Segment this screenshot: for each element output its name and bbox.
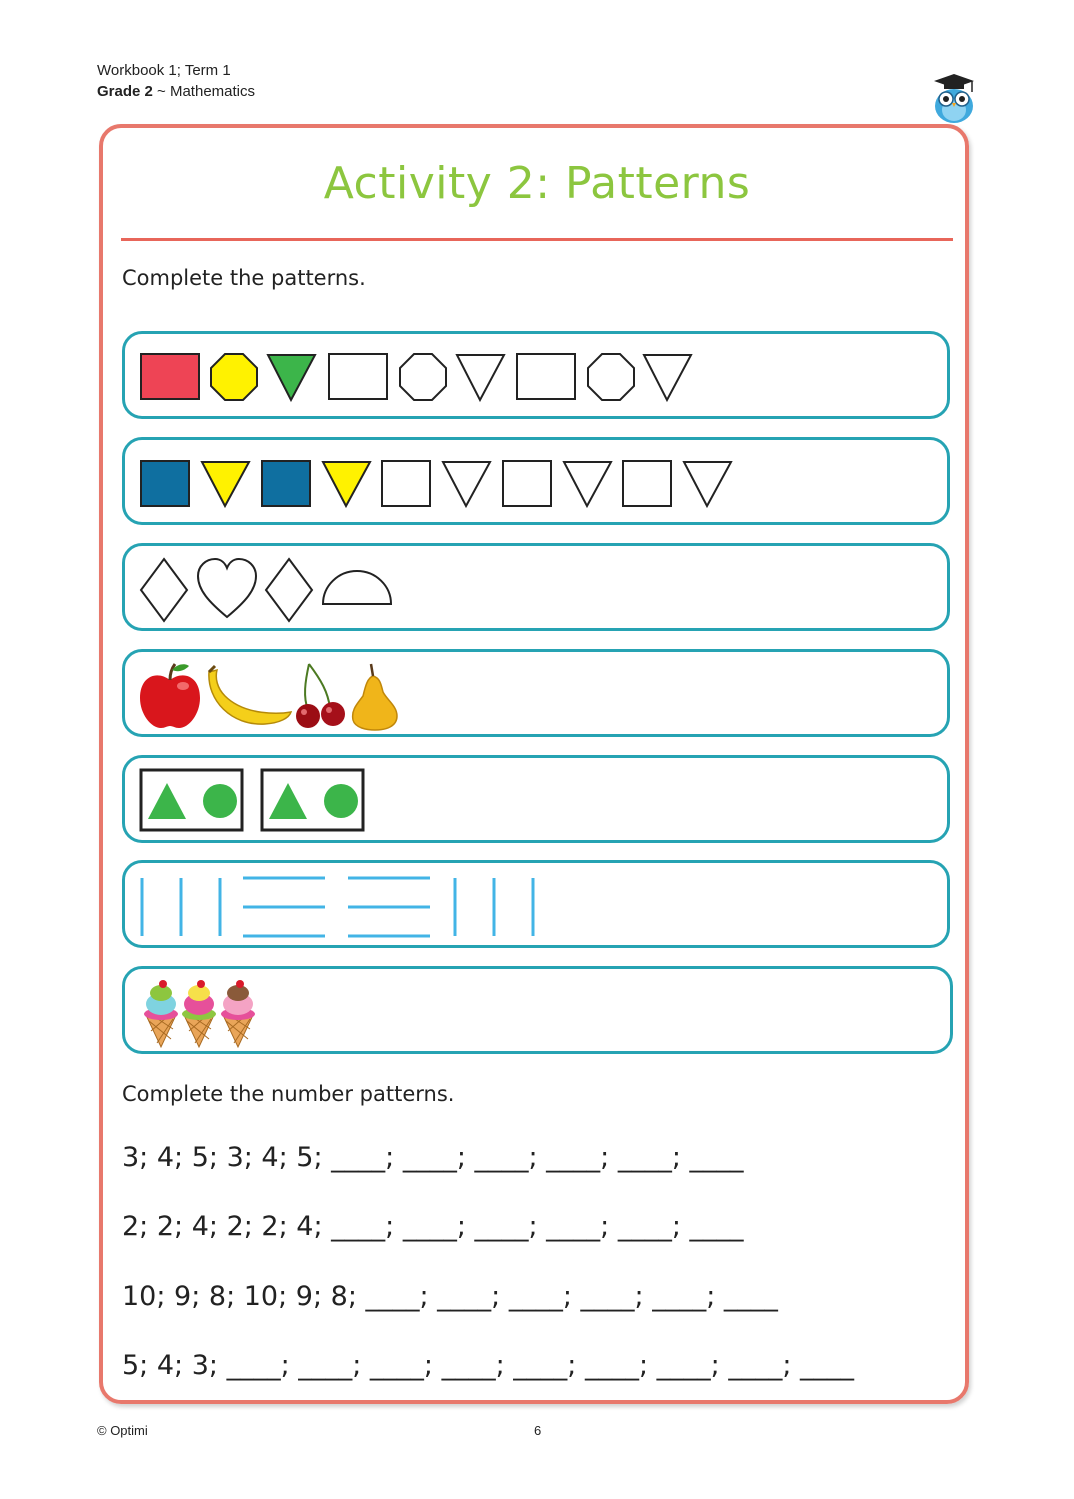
empty-octagon-shape [588,354,634,400]
number-pattern-2: 2; 2; 4; 2; 2; 4; ____; ____; ____; ____; ____; ____ [122,1211,744,1242]
empty-triangle-shape [644,355,691,400]
empty-triangle-shape [457,355,504,400]
triangle-circle-box [262,770,363,830]
three-horizontal-lines [243,878,325,936]
triangle-circle-box [141,770,242,830]
yellow-triangle-shape [323,462,370,506]
pattern-row-6 [122,860,950,948]
three-vertical-lines [455,878,533,936]
empty-triangle-shape [443,462,490,506]
empty-square-shape [382,461,430,506]
pattern-row-1 [122,331,950,419]
pattern-row-5 [122,755,950,843]
green-triangle-shape [268,355,315,400]
semicircle-shape [323,571,391,604]
three-vertical-lines [142,878,220,936]
empty-square-shape [503,461,551,506]
pattern-row-4 [122,649,950,737]
instruction-number-patterns: Complete the number patterns. [122,1082,455,1106]
three-horizontal-lines [348,878,430,936]
subject-label: ~ Mathematics [152,83,255,100]
green-circle-shape [203,784,237,818]
empty-octagon-shape [400,354,446,400]
diamond-shape [266,559,312,621]
document-header [97,60,255,102]
pattern-row-3 [122,543,950,631]
diamond-shape [141,559,187,621]
cherries-icon [296,664,345,728]
owl-mascot-icon [930,72,978,124]
empty-square-shape [517,354,575,399]
workbook-term: Workbook 1; Term 1 [97,62,231,79]
title-divider [121,238,953,241]
blue-square-shape [141,461,189,506]
green-triangle-shape [269,783,307,819]
empty-triangle-shape [564,462,611,506]
empty-square-shape [329,354,387,399]
ice-cream-yellow-icon [182,980,216,1047]
yellow-triangle-shape [202,462,249,506]
yellow-octagon-shape [211,354,257,400]
pattern-row-2 [122,437,950,525]
instruction-patterns: Complete the patterns. [122,266,366,290]
blue-square-shape [262,461,310,506]
banana-icon [209,666,291,724]
heart-shape [198,559,256,617]
grade-subject [97,81,255,102]
pattern-row-7 [122,966,953,1054]
red-square-shape [141,354,199,399]
copyright: © Optimi [97,1423,148,1438]
number-pattern-3: 10; 9; 8; 10; 9; 8; ____; ____; ____; ____; ____; ____ [122,1281,778,1312]
green-circle-shape [324,784,358,818]
page-number: 6 [534,1423,542,1438]
ice-cream-pink-icon [144,980,178,1047]
empty-square-shape [623,461,671,506]
green-triangle-shape [148,783,186,819]
apple-icon [140,664,200,728]
pear-icon [353,664,397,730]
empty-triangle-shape [684,462,731,506]
ice-cream-brown-icon [221,980,255,1047]
number-pattern-4: 5; 4; 3; ____; ____; ____; ____; ____; ____; ____; ____; ____ [122,1350,855,1381]
grade-label: Grade 2 [97,83,153,100]
number-pattern-1: 3; 4; 5; 3; 4; 5; ____; ____; ____; ____; ____; ____ [122,1142,744,1173]
activity-title: Activity 2: Patterns [323,158,751,209]
